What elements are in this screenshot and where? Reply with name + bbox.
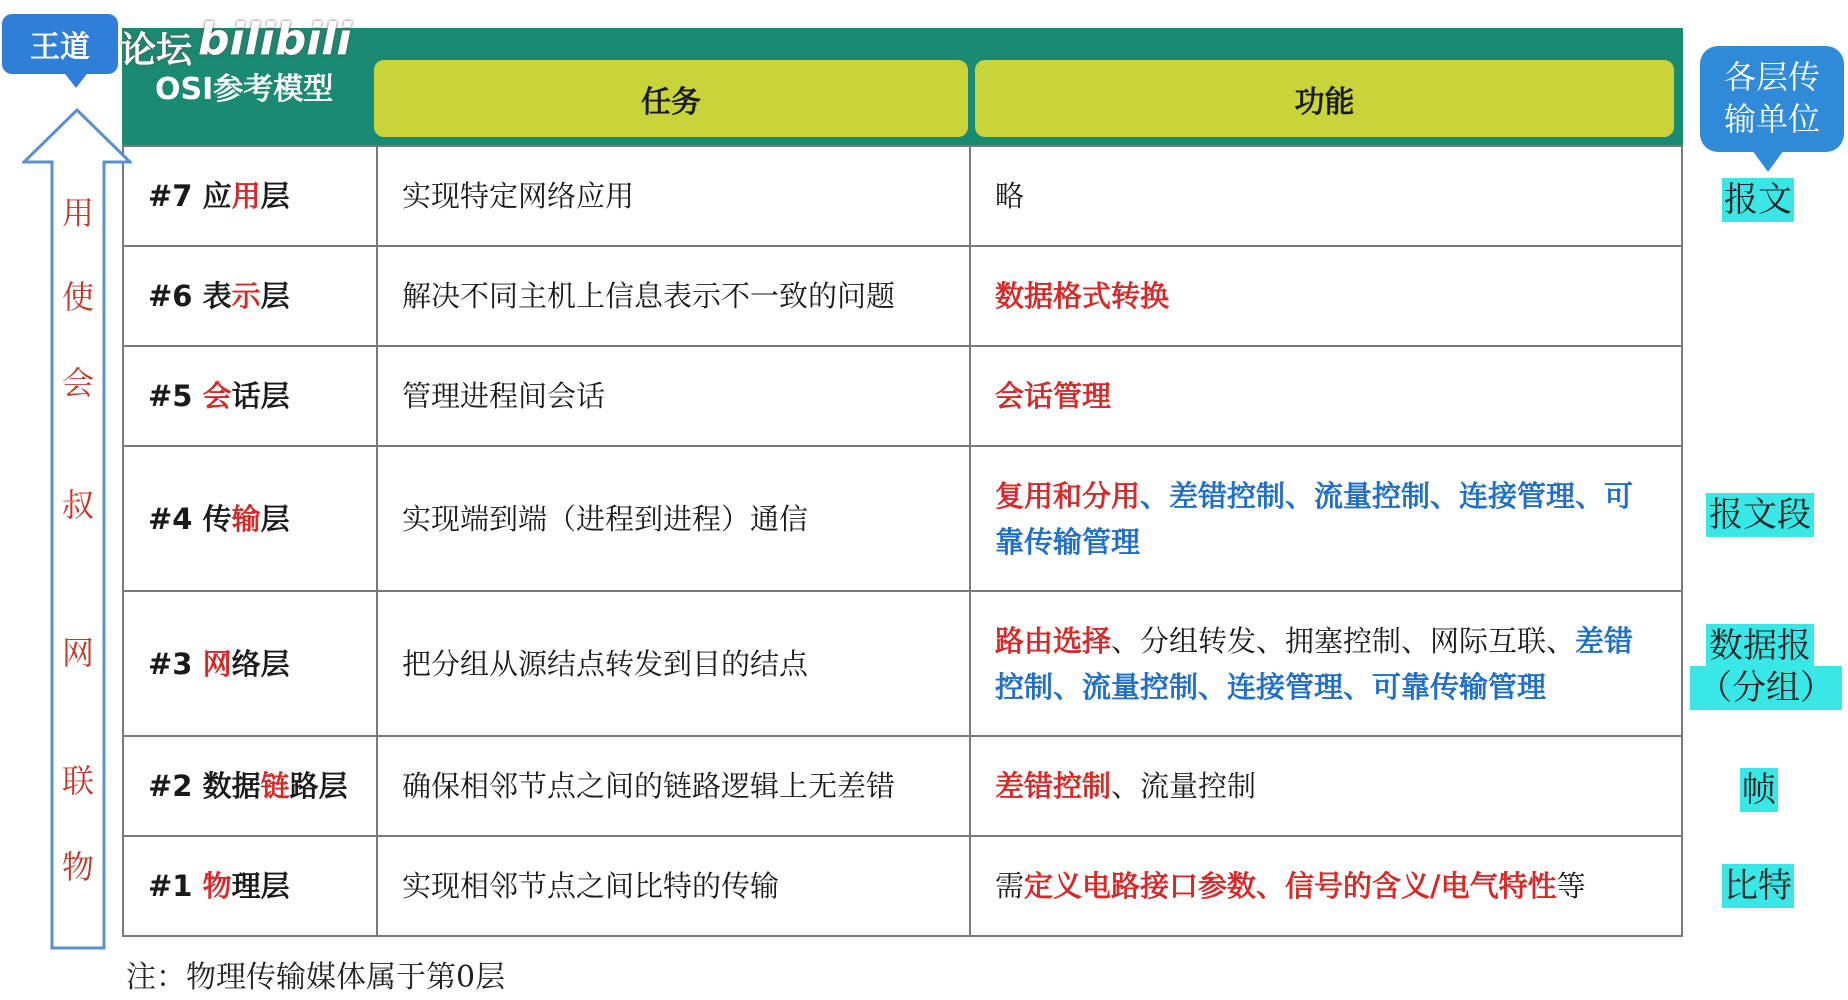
function-segment: 会话管理 xyxy=(995,379,1112,413)
layer-name-post: 络层 xyxy=(231,646,290,681)
function-segment: 差错控制、流量控制、连接管理、可靠传输管理 xyxy=(995,623,1634,704)
layer-function-cell xyxy=(970,446,1682,591)
layer-task-cell: 实现相邻节点之间比特的传输 xyxy=(377,836,970,936)
arrow-mnemonic-char: 叔 xyxy=(61,486,94,524)
table-row xyxy=(123,736,1682,836)
table-row xyxy=(123,836,1682,936)
column-header-function: 功能 xyxy=(975,60,1674,137)
layer-name-num: #5 xyxy=(148,379,203,413)
layer-name-cell xyxy=(123,836,377,936)
function-segment: 差错控制、流量控制、连接管理、可靠传输管理 xyxy=(995,478,1634,559)
layer-name-key: 用 xyxy=(231,179,261,213)
function-segment: 数据格式转换 xyxy=(995,279,1170,313)
layer-name-post: 层 xyxy=(260,179,290,213)
function-segment: 差错控制 xyxy=(995,769,1112,803)
function-segment: 、分组转发、拥塞控制、网际互联、 xyxy=(1111,623,1576,658)
layer-name-cell xyxy=(123,146,377,246)
layer-task-cell: 实现端到端（进程到进程）通信 xyxy=(377,446,970,591)
function-segment: 复用和分用 xyxy=(995,478,1141,513)
layer-name-post: 路层 xyxy=(289,769,348,803)
layer-name-key: 网 xyxy=(202,646,232,681)
column-header-task: 任务 xyxy=(374,60,968,137)
table-row xyxy=(123,246,1682,346)
layer-function-cell xyxy=(970,146,1682,246)
unit-layer3-sub: （分组） xyxy=(1690,666,1842,710)
unit-layer3: 数据报 xyxy=(1706,624,1814,668)
function-segment: 等 xyxy=(1556,869,1586,903)
arrow-mnemonic-char: 网 xyxy=(61,634,94,672)
layer-task-cell: 管理进程间会话 xyxy=(377,346,970,446)
arrow-mnemonic-char: 联 xyxy=(61,762,94,800)
arrow-mnemonic-char: 使 xyxy=(61,278,94,316)
layer-name-cell xyxy=(123,591,377,736)
function-segment: 路由选择 xyxy=(995,623,1112,658)
up-arrow-icon xyxy=(22,108,132,950)
layer-name-cell xyxy=(123,446,377,591)
table-row xyxy=(123,446,1682,591)
units-bubble-line2: 输单位 xyxy=(1723,100,1820,138)
footnote: 注：物理传输媒体属于第0层 xyxy=(126,960,506,995)
arrow-mnemonic-char: 会 xyxy=(61,364,94,402)
layer-name-pre: 应 xyxy=(202,179,232,213)
forum-badge-tail xyxy=(62,70,90,88)
model-title: OSI参考模型 xyxy=(155,72,334,107)
arrow-mnemonic-char: 物 xyxy=(61,848,94,886)
table-row xyxy=(123,591,1682,736)
layer-task-cell: 把分组从源结点转发到目的结点 xyxy=(377,591,970,736)
layer-name-pre: 表 xyxy=(202,279,232,313)
layer-name-key: 物 xyxy=(202,869,232,903)
bilibili-watermark: bilibili xyxy=(198,14,352,65)
layer-function-cell xyxy=(970,836,1682,936)
layer-function-cell xyxy=(970,246,1682,346)
layer-name-key: 会 xyxy=(202,379,232,413)
layer-task-cell: 解决不同主机上信息表示不一致的问题 xyxy=(377,246,970,346)
layer-name-num: #2 xyxy=(148,769,203,803)
forum-badge: 王道 xyxy=(2,14,118,74)
table-row xyxy=(123,146,1682,246)
layer-name-pre: 数据 xyxy=(202,769,261,803)
forum-label: 论坛 xyxy=(120,30,193,71)
layer-name-pre: 传 xyxy=(202,501,232,536)
unit-layer2: 帧 xyxy=(1742,770,1776,810)
unit-layer1: 比特 xyxy=(1724,866,1792,906)
function-segment: 需 xyxy=(995,869,1025,903)
layer-function-cell xyxy=(970,591,1682,736)
units-bubble-line1: 各层传 xyxy=(1723,58,1820,96)
function-segment: 、流量控制 xyxy=(1111,769,1257,803)
layer-name-num: #4 xyxy=(148,501,203,536)
unit-layer4: 报文段 xyxy=(1706,493,1814,537)
layer-name-key: 示 xyxy=(231,279,261,313)
layer-name-post: 层 xyxy=(260,279,290,313)
function-segment: 、 xyxy=(1140,478,1170,513)
layer-name-post: 层 xyxy=(260,501,290,536)
units-bubble xyxy=(1700,46,1844,152)
units-bubble-tail xyxy=(1752,150,1784,172)
layer-name-num: #7 xyxy=(148,179,203,213)
function-segment: 定义电路接口参数、信号的含义/电气特性 xyxy=(1024,869,1557,903)
layer-function-cell xyxy=(970,736,1682,836)
layer-name-key: 输 xyxy=(231,501,261,536)
unit-layer7: 报文 xyxy=(1724,180,1792,220)
table-row xyxy=(123,346,1682,446)
layer-name-cell xyxy=(123,346,377,446)
layer-name-post: 理层 xyxy=(231,869,290,903)
layer-name-cell xyxy=(123,246,377,346)
layer-function-cell xyxy=(970,346,1682,446)
layer-name-cell xyxy=(123,736,377,836)
layer-task-cell: 实现特定网络应用 xyxy=(377,146,970,246)
layer-name-post: 话层 xyxy=(231,379,290,413)
osi-layers-table xyxy=(122,145,1683,932)
function-segment: 略 xyxy=(995,179,1025,213)
arrow-mnemonic-char: 用 xyxy=(61,194,94,232)
layer-name-num: #6 xyxy=(148,279,203,313)
layer-name-key: 链 xyxy=(260,769,290,803)
layer-name-num: #1 xyxy=(148,869,203,903)
layer-task-cell: 确保相邻节点之间的链路逻辑上无差错 xyxy=(377,736,970,836)
layer-name-num: #3 xyxy=(148,646,203,681)
